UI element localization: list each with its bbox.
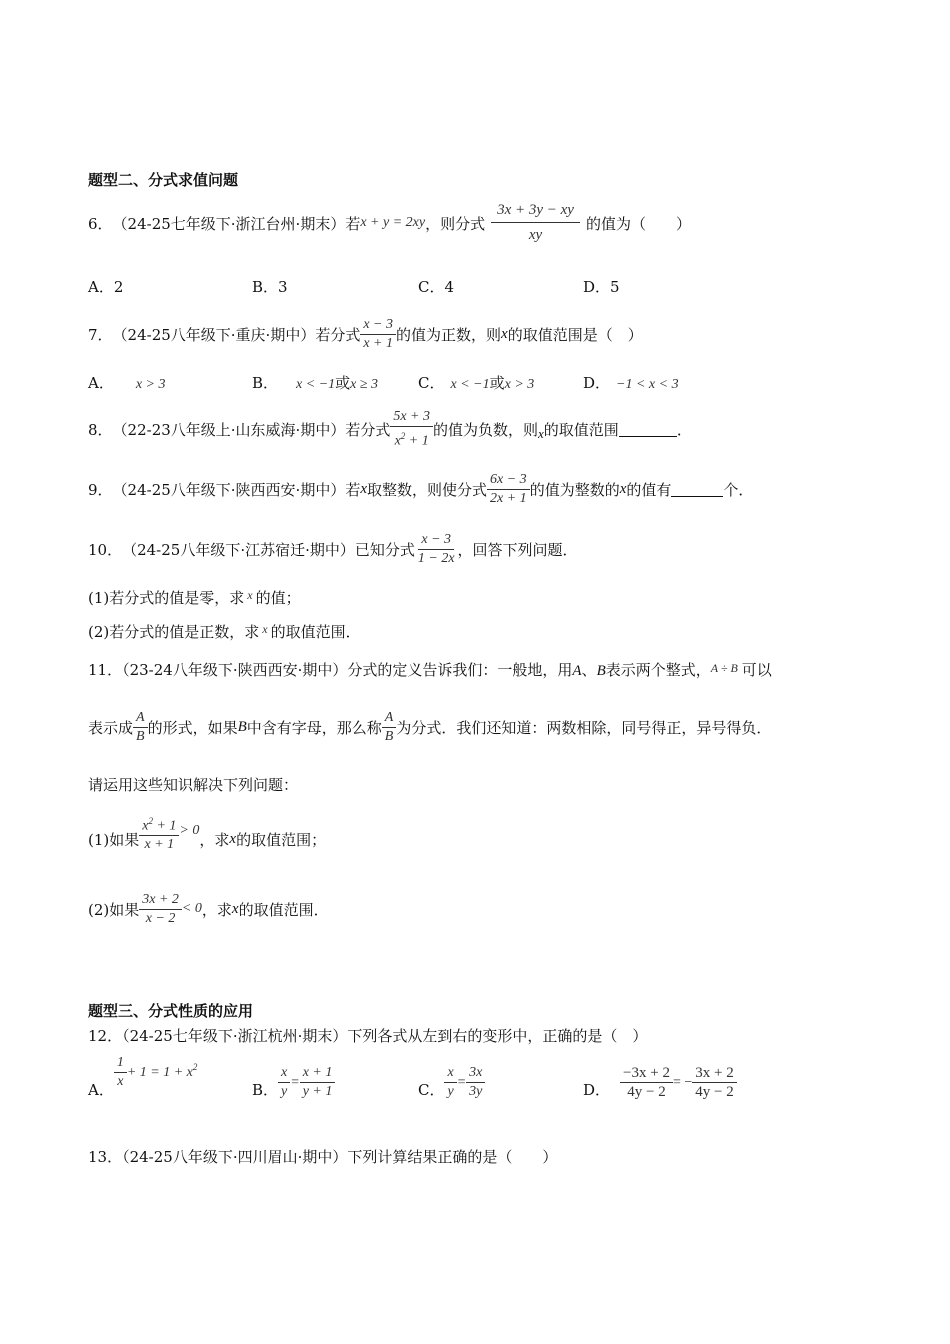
q11-p2-b: ，求 xyxy=(201,900,232,919)
q6-number: 6． xyxy=(88,214,113,233)
q6-option-d xyxy=(583,276,620,297)
q12-b-left-den: y xyxy=(281,1084,288,1099)
q7-var: x xyxy=(501,325,508,342)
q13-source: （24-25八年级下·四川眉山·期中）下列计算结果正确的是（ ） xyxy=(122,1148,558,1166)
q11-p2-fraction xyxy=(139,892,182,927)
q12-b-left-num: x xyxy=(278,1065,290,1083)
q11-var-b-2: B xyxy=(237,718,247,735)
option-math: −1 < x < 3 xyxy=(616,377,679,392)
q8-tail-b: 的取值范围 xyxy=(543,420,619,439)
q6-option-c xyxy=(418,276,454,297)
q6-mid: ，则分式 xyxy=(425,214,486,233)
q12-b-right-den: y + 1 xyxy=(302,1084,333,1099)
q12-option-c xyxy=(418,1056,485,1104)
q11-number: 11． xyxy=(88,661,123,679)
q9-var: x xyxy=(360,480,367,497)
q7-frac-numerator: x − 3 xyxy=(360,317,396,335)
option-letter: D． xyxy=(583,374,611,392)
q11-p1-num-rest: + 1 xyxy=(156,818,177,834)
question-8 xyxy=(88,406,692,452)
q7-frac-denominator: x + 1 xyxy=(363,335,393,351)
q12-a-numerator: 1 xyxy=(114,1055,127,1073)
q7-source: （24-25八年级下·重庆·期中）若分式 xyxy=(112,325,361,344)
q12-c-eq: = xyxy=(456,1074,467,1090)
q10-number: 10． xyxy=(88,540,123,559)
option-letter: A． xyxy=(88,278,114,296)
q11-division: A ÷ B xyxy=(710,661,738,675)
q12-c-right-num: 3x xyxy=(466,1065,485,1083)
option-letter: C． xyxy=(418,374,445,392)
q12-b-eq: = xyxy=(290,1074,300,1090)
q11-p1-c: 的取值范围； xyxy=(236,830,327,849)
option-letter: C． xyxy=(418,1081,445,1099)
q11-p1-fraction xyxy=(139,813,179,854)
q11-instruction: 请运用这些知识解决下列问题： xyxy=(88,776,299,794)
q11-fab2-numerator: A xyxy=(382,710,397,728)
question-12 xyxy=(88,1025,647,1046)
q12-option-b xyxy=(252,1056,335,1104)
q12-c-left-num: x xyxy=(444,1065,456,1083)
q7-option-c xyxy=(418,372,534,393)
q11-p1-num-x: x xyxy=(142,818,149,834)
q6-option-b xyxy=(252,276,288,297)
option-math-2: x > 3 xyxy=(504,377,535,392)
q12-d-left xyxy=(620,1065,673,1100)
q7-number: 7． xyxy=(88,325,113,344)
q6-frac-denominator: xy xyxy=(528,226,543,243)
q12-c-expression xyxy=(444,1065,485,1100)
q9-fraction xyxy=(487,472,530,507)
option-text: 5 xyxy=(610,278,620,296)
q8-number: 8． xyxy=(88,420,113,439)
q8-den-exp: 2 xyxy=(400,430,406,441)
q6-fraction xyxy=(491,201,580,246)
q12-c-right-den: 3y xyxy=(469,1084,483,1099)
option-letter: B． xyxy=(252,278,279,296)
q6-option-a xyxy=(88,276,123,297)
q7-option-a xyxy=(88,372,166,393)
question-7 xyxy=(88,312,643,356)
q11-line2-a: 表示成 xyxy=(88,718,134,737)
option-text: 2 xyxy=(113,278,124,296)
option-math: x < −1 xyxy=(450,377,490,392)
q12-source: （24-25七年级下·浙江杭州·期末）下列各式从左到右的变形中，正确的是（ ） xyxy=(122,1027,648,1045)
q12-a-rest: + 1 = 1 + x xyxy=(126,1064,193,1080)
q10-p2-var: x xyxy=(262,622,268,636)
q11-p2-numerator: 3x + 2 xyxy=(139,892,182,910)
q9-var-2: x xyxy=(619,480,627,497)
option-or: 或 xyxy=(489,374,505,392)
q11-p1-denominator: x + 1 xyxy=(144,837,175,853)
option-text: 3 xyxy=(278,278,288,296)
q9-tail-a: 的值为整数的 xyxy=(529,480,620,499)
q6-tail: 的值为（ ） xyxy=(585,214,691,233)
option-letter: D． xyxy=(583,278,611,296)
q9-end: 个． xyxy=(723,480,754,499)
section-heading-3: 题型三、分式性质的应用 xyxy=(88,1002,254,1020)
q11-var-a: A xyxy=(572,663,582,679)
q11-p1-var: x xyxy=(229,830,237,847)
question-6 xyxy=(88,188,691,258)
q9-frac-denominator: 2x + 1 xyxy=(490,490,527,506)
q11-mid: 表示两个整式， xyxy=(605,661,711,679)
q9-number: 9． xyxy=(88,480,113,499)
q9-mid: 取整数，则使分式 xyxy=(367,480,488,499)
q10-part-1 xyxy=(88,587,301,608)
q12-a-expression xyxy=(114,1055,198,1090)
q12-d-eq: = − xyxy=(672,1074,693,1090)
q8-end: ． xyxy=(676,420,692,439)
q11-p1-b: ，求 xyxy=(199,830,230,849)
q11-end-1: 可以 xyxy=(741,661,772,679)
q10-tail: ，回答下列问题． xyxy=(457,540,578,559)
q8-den-rest: + 1 xyxy=(408,433,429,449)
q12-d-right-den: 4y − 2 xyxy=(695,1084,734,1100)
q11-p2-text: (2)如果 xyxy=(88,900,140,919)
q12-b-left xyxy=(278,1065,290,1100)
option-letter: B． xyxy=(252,374,279,392)
q11-part-1 xyxy=(88,804,326,874)
q12-d-right xyxy=(692,1065,736,1100)
q11-part-2 xyxy=(88,885,329,933)
q12-a-denominator: x xyxy=(117,1074,124,1089)
q7-tail-a: 的值为正数，则 xyxy=(396,325,502,344)
q11-line2-b: 的形式，如果 xyxy=(147,718,238,737)
option-letter: B． xyxy=(252,1081,279,1099)
q11-p2-var: x xyxy=(231,900,239,917)
q11-sep: 、 xyxy=(581,661,597,679)
q12-c-left xyxy=(444,1065,456,1100)
q7-option-b xyxy=(252,372,378,393)
q12-c-left-den: y xyxy=(447,1084,454,1099)
q8-tail-a: 的值为负数，则 xyxy=(433,420,539,439)
q13-number: 13． xyxy=(88,1148,123,1166)
q11-p1-relation: > 0 xyxy=(179,823,200,838)
q8-frac-denominator xyxy=(392,427,432,450)
q10-p2-text: (2)若分式的值是正数，求 xyxy=(88,623,260,641)
q12-a-exp: 2 xyxy=(192,1061,198,1072)
q10-p1-text: (1)若分式的值是零，求 xyxy=(88,589,245,607)
q7-tail-b: 的取值范围是（ ） xyxy=(507,325,643,344)
q6-source: （24-25七年级下·浙江台州·期末）若 xyxy=(112,214,361,233)
q12-b-expression xyxy=(278,1065,335,1100)
q10-fraction xyxy=(415,532,458,567)
question-10 xyxy=(88,526,578,572)
q7-option-d xyxy=(583,372,679,393)
q8-den-x: x xyxy=(394,433,401,449)
q11-p2-relation: < 0 xyxy=(181,901,202,916)
q10-part-2 xyxy=(88,621,361,642)
q11-fab-denominator: B xyxy=(136,728,145,744)
question-13 xyxy=(88,1146,557,1167)
q8-fraction xyxy=(390,409,433,450)
q12-d-expression xyxy=(620,1065,737,1100)
q9-answer-blank[interactable] xyxy=(671,482,723,497)
question-11-line-1 xyxy=(88,659,772,680)
option-letter: D． xyxy=(583,1081,611,1099)
q10-p2-tail: 的取值范围． xyxy=(270,623,361,641)
q8-answer-blank[interactable] xyxy=(619,422,677,437)
q11-p2-denominator: x − 2 xyxy=(145,910,176,926)
q11-p1-numerator xyxy=(139,813,179,837)
q8-source: （22-23八年级上·山东威海·期中）若分式 xyxy=(112,420,391,439)
option-text: 4 xyxy=(444,278,455,296)
q9-frac-numerator: 6x − 3 xyxy=(487,472,530,490)
q11-source: （23-24八年级下·陕西西安·期中）分式的定义告诉我们：一般地，用 xyxy=(122,661,573,679)
q12-c-right xyxy=(466,1065,485,1100)
q12-option-d xyxy=(583,1056,737,1104)
q12-b-right xyxy=(300,1065,336,1100)
q12-option-a xyxy=(88,1056,197,1104)
q12-a-fraction xyxy=(114,1055,127,1090)
q11-var-b: B xyxy=(596,663,606,679)
q10-frac-denominator: 1 − 2x xyxy=(417,550,455,566)
q6-condition: x + y = 2xy xyxy=(360,215,426,230)
option-math: x > 3 xyxy=(135,377,166,392)
q11-line2-c: 中含有字母，那么称 xyxy=(246,718,382,737)
q12-d-left-den: 4y − 2 xyxy=(627,1084,666,1100)
q10-source: （24-25八年级下·江苏宿迁·期中）已知分式 xyxy=(122,540,415,559)
q6-frac-numerator: 3x + 3y − xy xyxy=(491,201,580,223)
q11-fab-numerator: A xyxy=(133,710,148,728)
q9-tail-b: 的值有 xyxy=(626,480,672,499)
q11-p1-text: (1)如果 xyxy=(88,830,140,849)
q12-d-left-num: −3x + 2 xyxy=(620,1065,673,1083)
q12-b-right-num: x + 1 xyxy=(300,1065,336,1083)
q11-fraction-ab xyxy=(133,710,148,745)
option-or: 或 xyxy=(335,374,351,392)
q7-fraction xyxy=(360,317,396,352)
question-9 xyxy=(88,466,753,512)
q12-number: 12． xyxy=(88,1027,123,1045)
option-math: x < −1 xyxy=(296,377,336,392)
q10-p1-tail: 的值； xyxy=(255,589,301,607)
section-heading-2: 题型二、分式求值问题 xyxy=(88,171,239,189)
option-letter: A． xyxy=(88,374,114,392)
q11-p1-exp: 2 xyxy=(148,815,153,826)
q11-p2-c: 的取值范围． xyxy=(238,900,329,919)
question-11-line-2 xyxy=(88,704,771,750)
q10-frac-numerator: x − 3 xyxy=(418,532,454,550)
q10-p1-var: x xyxy=(247,588,253,602)
option-math-2: x ≥ 3 xyxy=(350,377,379,392)
option-letter: A． xyxy=(88,1081,114,1099)
q11-fab2-denominator: B xyxy=(384,728,394,744)
q9-source: （24-25八年级下·陕西西安·期中）若 xyxy=(112,480,361,499)
option-letter: C． xyxy=(418,278,445,296)
q11-line2-d: 为分式．我们还知道：两数相除，同号得正，异号得负． xyxy=(396,718,772,737)
q8-var: x xyxy=(538,426,544,441)
q11-fraction-ab-2 xyxy=(382,710,397,745)
q8-frac-numerator: 5x + 3 xyxy=(390,409,433,427)
q12-d-right-num: 3x + 2 xyxy=(692,1065,736,1083)
